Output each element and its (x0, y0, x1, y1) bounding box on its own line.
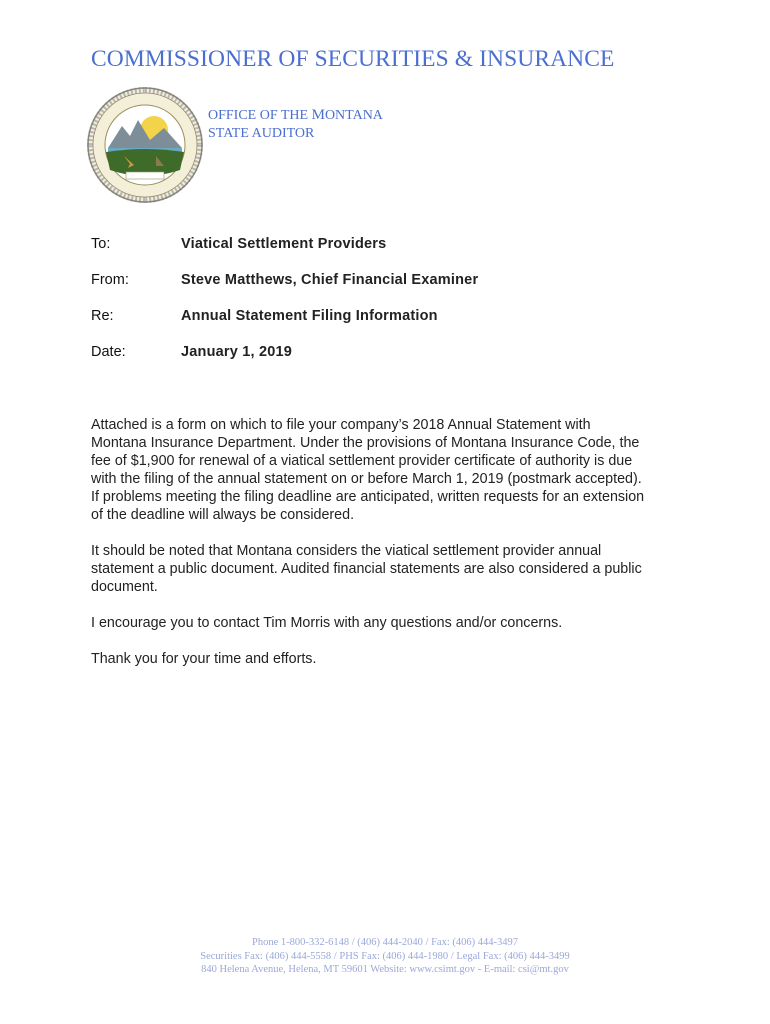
paragraph-contact: I encourage you to contact Tim Morris with any questions and/or concerns. (91, 615, 563, 631)
paragraph-thanks: Thank you for your time and efforts. (91, 651, 317, 667)
memo-value: Viatical Settlement Providers (181, 236, 387, 252)
memo-block (91, 236, 691, 380)
memo-value: Steve Matthews, Chief Financial Examiner (181, 272, 479, 288)
paragraph-public-document: It should be noted that Montana considers the viatical settlement provider annual statement a public document. Audited financial statements are also considered a public document. (91, 543, 642, 595)
page-title: COMMISSIONER OF SECURITIES & INSURANCE (91, 46, 615, 72)
office-name (208, 106, 383, 143)
memo-row-date (91, 344, 691, 380)
footer-address: 840 Helena Avenue, Helena, MT 59601 Website: www.csimt.gov - E-mail: csi@mt.gov (201, 964, 569, 975)
footer-fax: Securities Fax: (406) 444-5558 / PHS Fax: (406) 444-1980 / Legal Fax: (406) 444-3499 (200, 950, 570, 962)
memo-label: From: (91, 272, 129, 288)
memo-label: To: (91, 236, 111, 252)
memo-label: Re: (91, 308, 114, 324)
memo-label: Date: (91, 344, 126, 360)
office-line-2: STATE AUDITOR (208, 126, 315, 141)
memo-row-from (91, 272, 691, 308)
memo-row-re (91, 308, 691, 344)
memo-value: Annual Statement Filing Information (181, 308, 438, 324)
office-line-1: OFFICE OF THE MONTANA (208, 107, 383, 123)
memo-row-to (91, 236, 691, 272)
letter-body (91, 416, 691, 686)
paragraph-filing: Attached is a form on which to file your company’s 2018 Annual Statement with Montana Insurance Department. Under the provisions of Montana Insurance Code, the fee of $1,900 for renewal of a viatical settlement provider certificate of authority is due with the filing of the annual statement on or before March 1, 2019 (postmark accepted). If problems meeting the filing deadline are anticipated, written requests for an extension of the deadline will always be considered. (91, 417, 645, 523)
footer-phone: Phone 1-800-332-6148 / (406) 444-2040 / Fax: (406) 444-3497 (252, 937, 518, 948)
state-seal-icon (86, 86, 204, 204)
memo-value: January 1, 2019 (181, 344, 293, 360)
page-footer (0, 936, 770, 977)
